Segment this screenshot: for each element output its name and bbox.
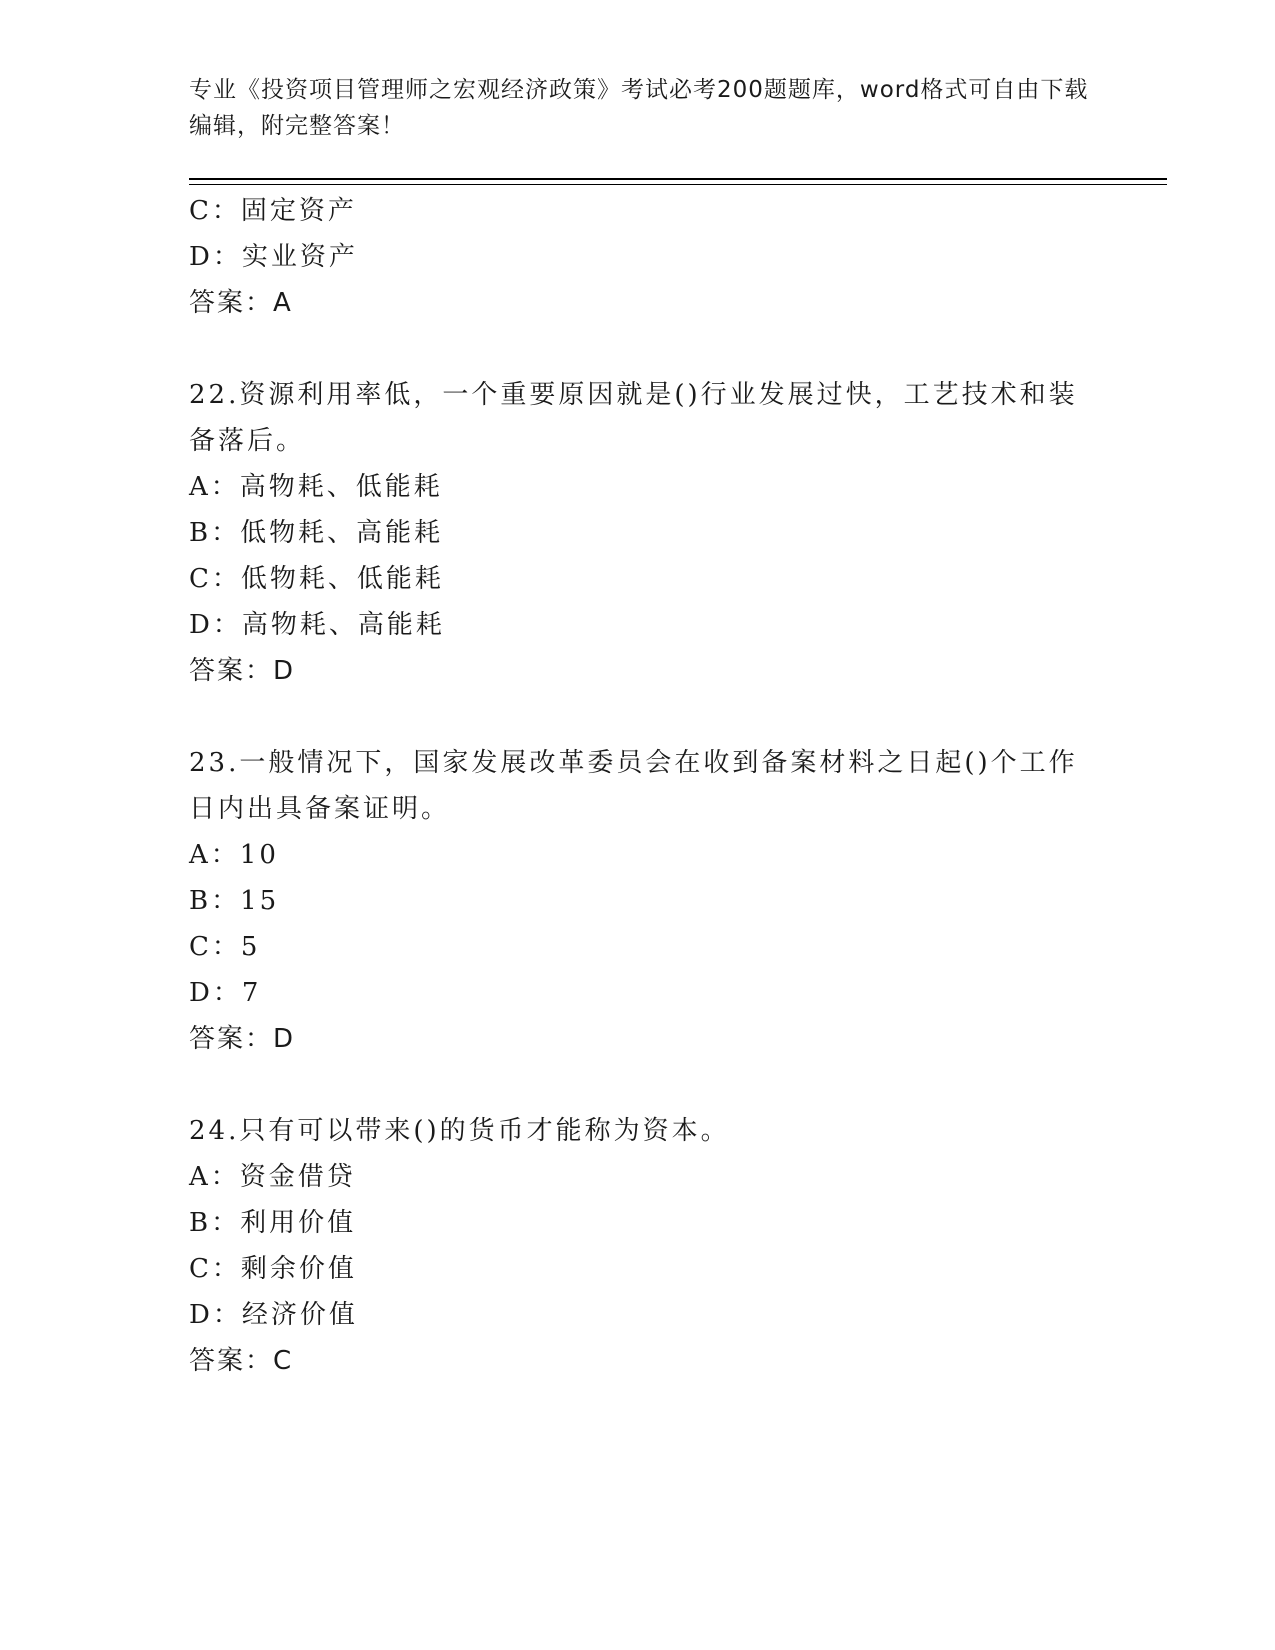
question-22 (189, 372, 1089, 694)
header-divider-thin (189, 184, 1167, 185)
question-stem: 22.资源利用率低，一个重要原因就是()行业发展过快，工艺技术和装备落后。 (189, 380, 1078, 456)
option-b: B：利用价值 (189, 1208, 357, 1238)
option-b: B：低物耗、高能耗 (189, 518, 444, 548)
question-24 (189, 1108, 1089, 1384)
question-stem: 24.只有可以带来()的货币才能称为资本。 (189, 1116, 730, 1146)
question-list (189, 188, 1089, 1384)
option-d: D：7 (189, 978, 262, 1008)
option-d: D：高物耗、高能耗 (189, 610, 445, 640)
question-stem: 23.一般情况下，国家发展改革委员会在收到备案材料之日起()个工作日内出具备案证明。 (189, 748, 1078, 824)
option-a: A：资金借贷 (189, 1162, 356, 1192)
document-header: 专业《投资项目管理师之宏观经济政策》考试必考200题题库，word格式可自由下载编辑，附完整答案！ (189, 77, 1089, 139)
answer-line: 答案：D (189, 1024, 296, 1054)
option-c: C：固定资产 (189, 196, 357, 226)
option-c: C：5 (189, 932, 261, 962)
answer-line: 答案：C (189, 1346, 294, 1376)
question-23 (189, 740, 1089, 1062)
continued-question (189, 188, 1089, 326)
option-c: C：低物耗、低能耗 (189, 564, 444, 594)
header-divider-thick (189, 178, 1167, 180)
option-d: D：经济价值 (189, 1300, 358, 1330)
answer-line: 答案：A (189, 288, 293, 318)
option-c: C：剩余价值 (189, 1254, 357, 1284)
option-d: D：实业资产 (189, 242, 358, 272)
option-a: A：10 (189, 840, 279, 870)
answer-line: 答案：D (189, 656, 296, 686)
option-b: B：15 (189, 886, 280, 916)
option-a: A：高物耗、低能耗 (189, 472, 443, 502)
